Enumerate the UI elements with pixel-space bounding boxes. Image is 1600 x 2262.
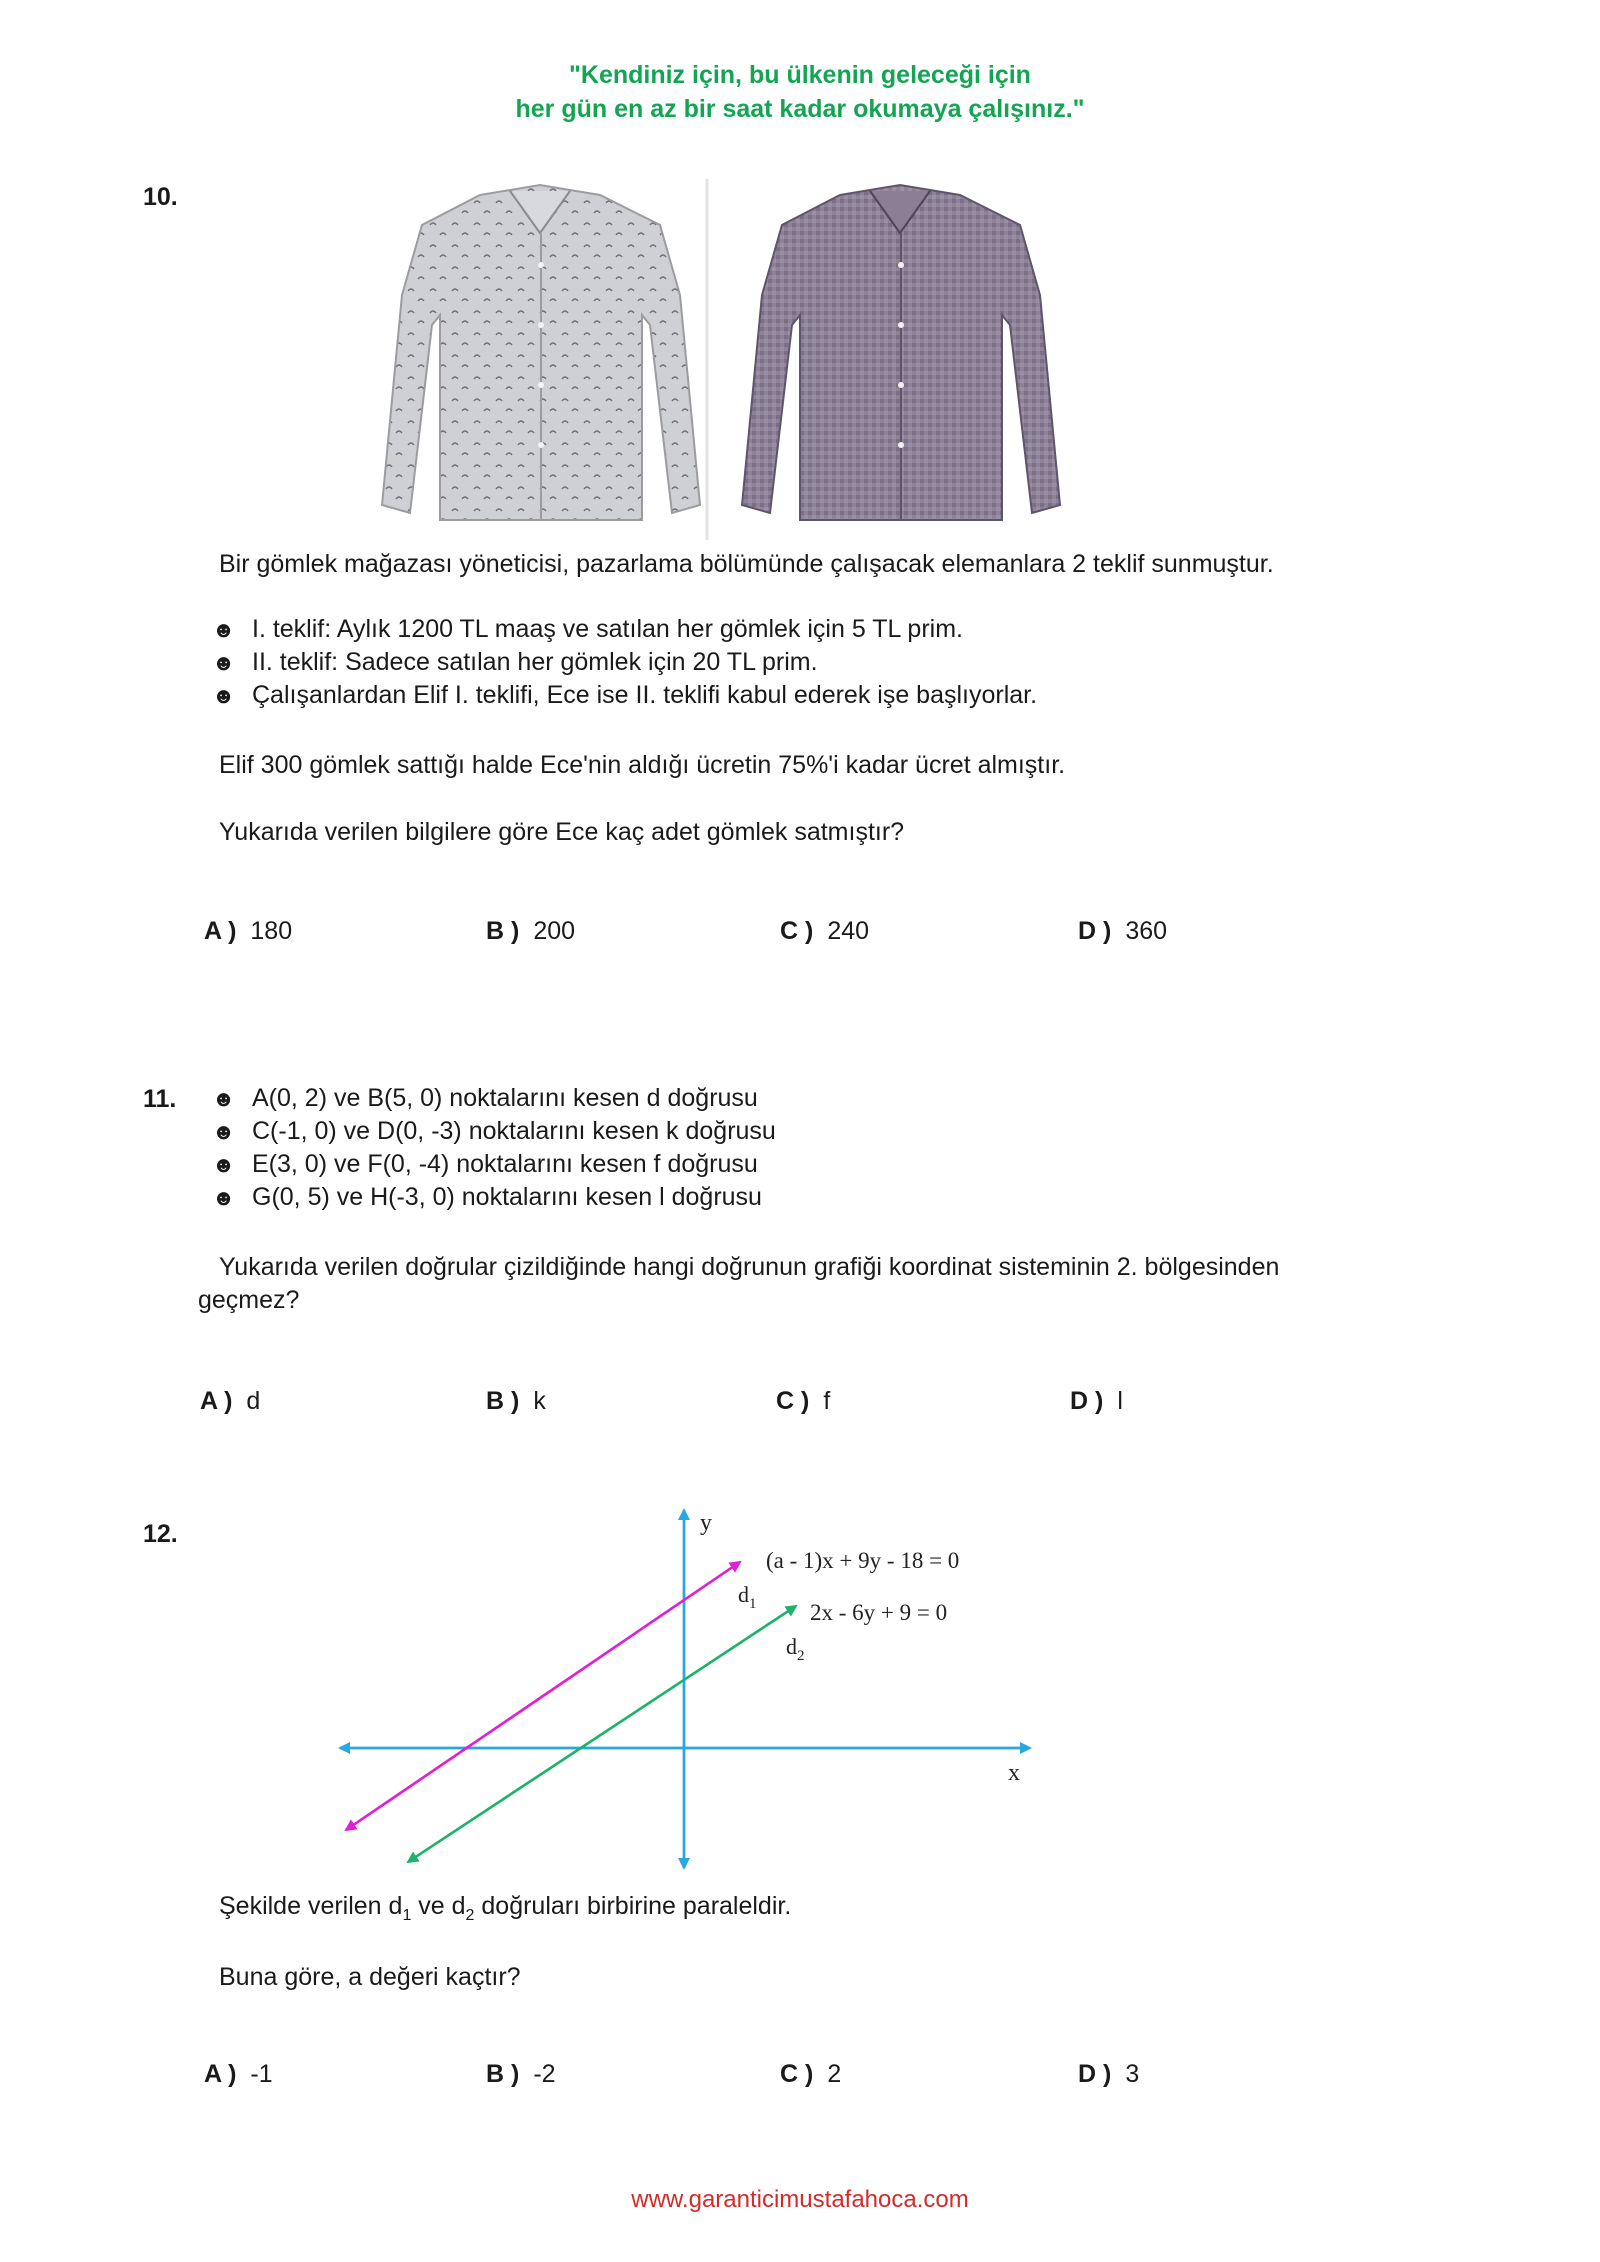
smiley-bullet-icon: ☻ bbox=[212, 683, 236, 708]
list-item: ☻ Çalışanlardan Elif I. teklifi, Ece ise II. teklifi kabul ederek işe başlıyorlar. bbox=[212, 681, 1038, 709]
question-12-text: Buna göre, a değeri kaçtır? bbox=[219, 1963, 521, 1991]
question-10-number: 10. bbox=[143, 183, 178, 211]
option-a[interactable]: A ) -1 bbox=[204, 2060, 273, 2088]
equation-d1: (a - 1)x + 9y - 18 = 0 bbox=[766, 1548, 960, 1573]
line-d1-start bbox=[346, 1562, 740, 1830]
option-a[interactable]: A ) d bbox=[200, 1387, 261, 1415]
smiley-bullet-icon: ☻ bbox=[212, 1119, 236, 1144]
option-c[interactable]: C ) 2 bbox=[780, 2060, 842, 2088]
list-item: ☻ C(-1, 0) ve D(0, -3) noktalarını kesen k doğrusu bbox=[212, 1117, 776, 1145]
coordinate-figure bbox=[320, 1500, 1040, 1880]
option-c[interactable]: C ) 240 bbox=[780, 917, 870, 945]
option-b[interactable]: B ) -2 bbox=[486, 2060, 556, 2088]
question-10-bullets bbox=[212, 615, 1037, 714]
smiley-bullet-icon: ☻ bbox=[212, 650, 236, 675]
smiley-bullet-icon: ☻ bbox=[212, 1086, 236, 1111]
shirt-light-patterned bbox=[382, 185, 700, 520]
quote-line-2: her gün en az bir saat kadar okumaya çalışınız." bbox=[515, 95, 1085, 123]
list-item: ☻ A(0, 2) ve B(5, 0) noktalarını kesen d doğrusu bbox=[212, 1084, 758, 1112]
list-item: ☻ II. teklif: Sadece satılan her gömlek için 20 TL prim. bbox=[212, 648, 818, 676]
option-a[interactable]: A ) 180 bbox=[204, 917, 293, 945]
list-item: ☻ E(3, 0) ve F(0, -4) noktalarını kesen f doğrusu bbox=[212, 1150, 758, 1178]
question-10-info: Elif 300 gömlek sattığı halde Ece'nin aldığı ücretin 75%'i kadar ücret almıştır. bbox=[219, 751, 1066, 779]
line-d1-label: $d_1$ bbox=[738, 1582, 757, 1612]
question-12-statement: Şekilde verilen $d_1$ ve $d_2$ doğruları birbirine paraleldir. bbox=[219, 1892, 792, 1924]
question-11-bullets bbox=[212, 1084, 776, 1216]
footer-website-link[interactable]: www.garanticimustafahoca.com bbox=[631, 2186, 969, 2213]
option-d[interactable]: D ) 3 bbox=[1078, 2060, 1140, 2088]
question-12-number: 12. bbox=[143, 1520, 178, 1548]
smiley-bullet-icon: ☻ bbox=[212, 1185, 236, 1210]
question-11-number: 11. bbox=[143, 1085, 177, 1113]
option-c[interactable]: C ) f bbox=[776, 1387, 831, 1415]
question-10-intro: Bir gömlek mağazası yöneticisi, pazarlama bölümünde çalışacak elemanlara 2 teklif sunmuştur. bbox=[219, 550, 1274, 578]
smiley-bullet-icon: ☻ bbox=[212, 617, 236, 642]
option-b[interactable]: B ) k bbox=[486, 1387, 546, 1415]
quote-line-1: "Kendiniz için, bu ülkenin geleceği için bbox=[569, 61, 1031, 89]
option-b[interactable]: B ) 200 bbox=[486, 917, 576, 945]
y-axis-label: y bbox=[700, 1510, 712, 1536]
question-10-text: Yukarıda verilen bilgilere göre Ece kaç adet gömlek satmıştır? bbox=[219, 818, 905, 846]
x-axis-label: x bbox=[1008, 1760, 1020, 1786]
line-d2-start bbox=[408, 1606, 796, 1862]
equation-d2: 2x - 6y + 9 = 0 bbox=[810, 1600, 948, 1625]
question-11-text-line-1: Yukarıda verilen doğrular çizildiğinde hangi doğrunun grafiği koordinat sisteminin 2. bölgesinden bbox=[219, 1253, 1280, 1281]
question-11-text-line-2: geçmez? bbox=[198, 1286, 300, 1314]
motivational-quote bbox=[0, 58, 1600, 126]
list-item: ☻ G(0, 5) ve H(-3, 0) noktalarını kesen l doğrusu bbox=[212, 1183, 762, 1211]
list-item: ☻ I. teklif: Aylık 1200 TL maaş ve satılan her gömlek için 5 TL prim. bbox=[212, 615, 963, 643]
shirt-purple-checkered bbox=[742, 185, 1060, 520]
option-d[interactable]: D ) l bbox=[1070, 1387, 1123, 1415]
option-d[interactable]: D ) 360 bbox=[1078, 917, 1168, 945]
smiley-bullet-icon: ☻ bbox=[212, 1152, 236, 1177]
shirts-image bbox=[360, 175, 1080, 545]
line-d2-label: $d_2$ bbox=[786, 1634, 805, 1664]
